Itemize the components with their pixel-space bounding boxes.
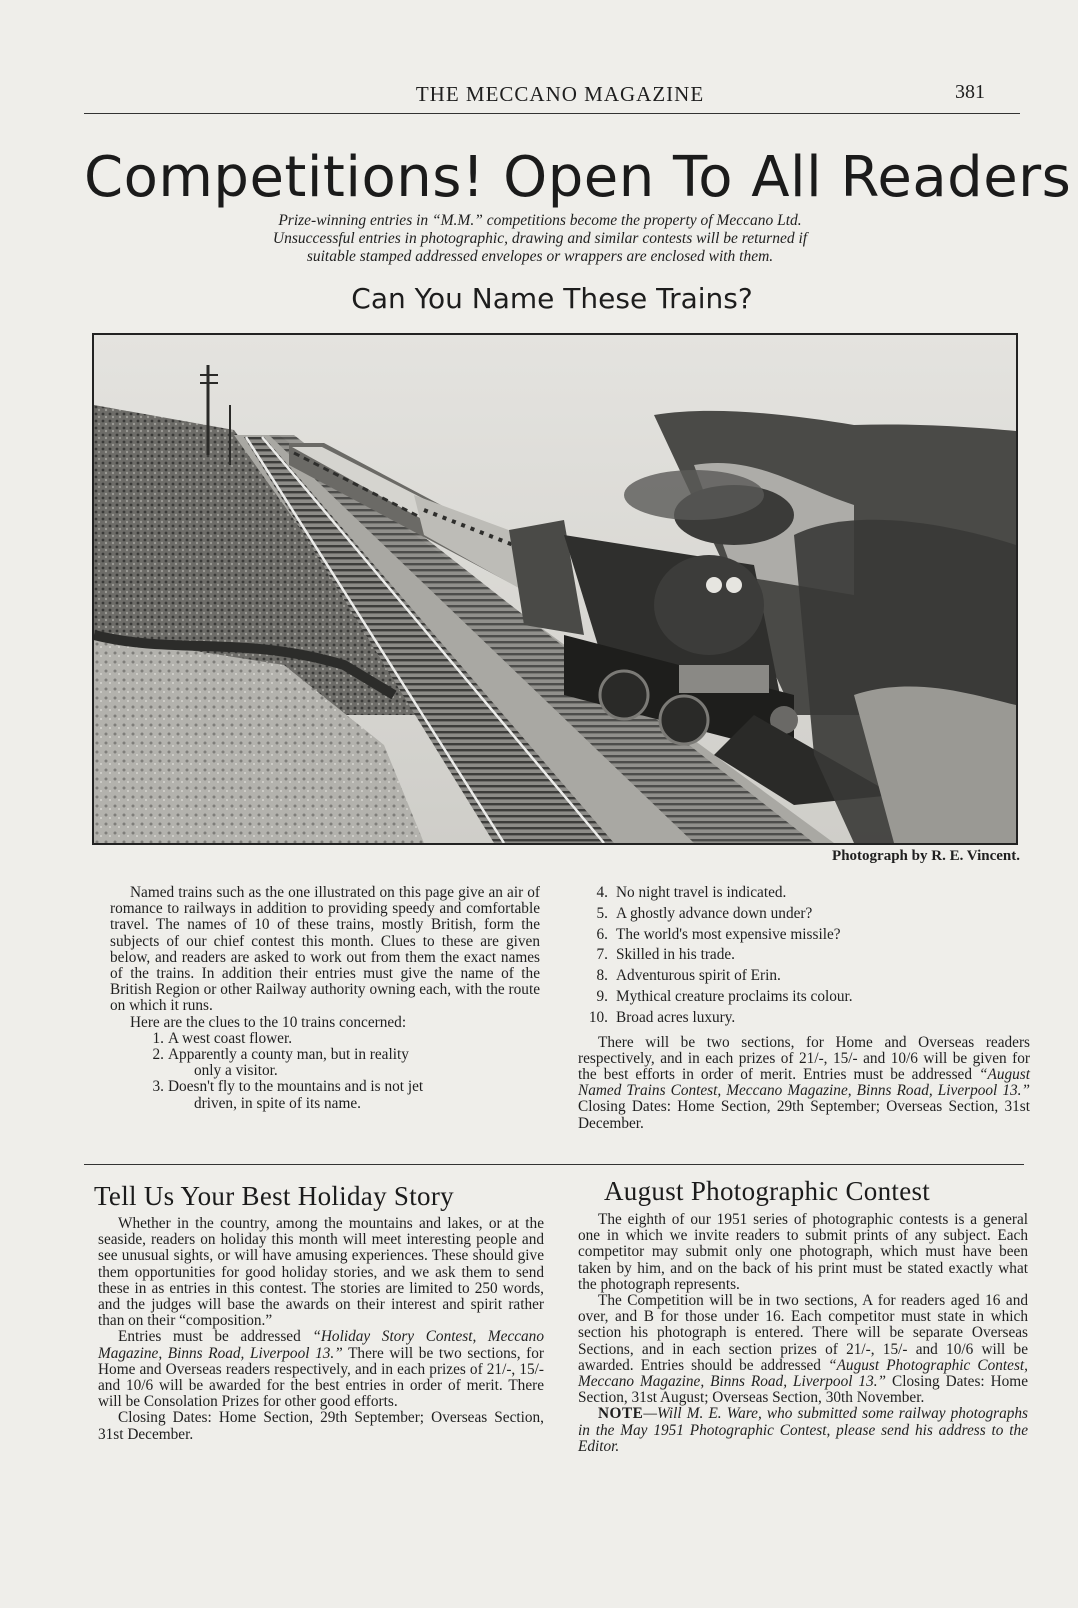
clue-number: 10. bbox=[588, 1008, 608, 1026]
clues-intro: Here are the clues to the 10 trains concerned: bbox=[130, 1013, 407, 1031]
page-title: Competitions! Open To All Readers bbox=[84, 145, 1072, 210]
trains-contest-body: Named trains such as the one illustrated on this page give an air of romance to railways in addition to providing speedy and comfortable travel. The names of 10 of these trains, mostly British, form the subjects of our chief contest this month. Clues to these are given below, and readers are asked to work out from them the exact names of the trains. In addition their entries must give the name of the British Region or other Railway authority owning each, with the route on which it runs. bbox=[110, 884, 540, 1015]
train-photograph bbox=[92, 333, 1018, 845]
clue-number: 3. bbox=[152, 1078, 164, 1096]
running-head: THE MECCANO MAGAZINE bbox=[415, 82, 705, 106]
entry-address: “August Named Trains Contest, Meccano Magazine, Binns Road, Liverpool 13.” bbox=[578, 1065, 1030, 1100]
clue-number: 6. bbox=[596, 925, 608, 943]
intro-line: Prize-winning entries in “M.M.” competitions become the property of Meccano Ltd. bbox=[278, 212, 802, 229]
clue-item bbox=[578, 925, 1030, 946]
clue-number: 1. bbox=[152, 1029, 164, 1047]
clue-item bbox=[134, 1079, 540, 1111]
clue-item bbox=[134, 1047, 540, 1079]
photo-contest-para bbox=[578, 1293, 1028, 1406]
clue-list-right bbox=[578, 883, 1030, 1029]
clue-number: 7. bbox=[596, 946, 608, 964]
clue-text: A west coast flower. bbox=[168, 1029, 293, 1047]
trains-contest-left-column bbox=[110, 885, 540, 1112]
holiday-story-column bbox=[98, 1216, 544, 1443]
para-text: The Competition will be in two sections, A for readers aged 16 and over, and B for those under 16. Each competitor must state in which section his photograph is entered. There will be separate Overseas Sections, and in each section prizes of 21/-, 15/- and 10/6 will be awarded. Entries should be addressed bbox=[578, 1292, 1028, 1374]
section-divider bbox=[84, 1164, 1024, 1165]
train-photo-illustration bbox=[94, 335, 1016, 843]
clue-number: 9. bbox=[596, 987, 608, 1005]
para-text: Entries must be addressed bbox=[118, 1328, 313, 1346]
clue-item bbox=[578, 966, 1030, 987]
header-rule bbox=[84, 113, 1020, 114]
photo-credit: Photograph by R. E. Vincent. bbox=[832, 848, 1020, 864]
clue-item bbox=[578, 987, 1030, 1008]
clue-number: 8. bbox=[596, 967, 608, 985]
clue-text: The world's most expensive missile? bbox=[616, 925, 841, 943]
entry-address: “August Photographic Contest, Meccano Magazine, Binns Road, Liverpool 13.” bbox=[578, 1356, 1028, 1391]
sections-text: There will be two sections, for Home and Overseas readers respectively, and in each prizes of 21/-, 15/- and 10/6 will be given for the best efforts in order of merit. Entries must be addressed bbox=[578, 1033, 1030, 1083]
page-number: 381 bbox=[955, 81, 985, 103]
holiday-story-closing: Closing Dates: Home Section, 29th September; Overseas Section, 31st December. bbox=[98, 1409, 544, 1443]
holiday-story-heading: Tell Us Your Best Holiday Story bbox=[94, 1181, 454, 1211]
intro-line: Unsuccessful entries in photographic, drawing and similar contests will be returned if bbox=[272, 230, 808, 247]
clue-text: Mythical creature proclaims its colour. bbox=[616, 987, 853, 1005]
intro-line: suitable stamped addressed envelopes or wrappers are enclosed with them. bbox=[306, 248, 774, 265]
closing-dates: Closing Dates: Home Section, 31st August; Overseas Section, 30th November. bbox=[578, 1373, 1028, 1407]
photo-contest-heading: August Photographic Contest bbox=[604, 1176, 931, 1206]
clue-continuation: only a visitor. bbox=[194, 1062, 278, 1080]
para-text: There will be two sections, for Home and Overseas readers respectively, and in each prizes of 21/-, 15/- and 10/6 will be awarded for the best entries in order of merit. There will be Consolation Prizes for other good efforts. bbox=[98, 1344, 544, 1411]
clue-list-left bbox=[134, 1031, 540, 1112]
clue-text: Skilled in his trade. bbox=[616, 946, 735, 964]
photo-contest-para: The eighth of our 1951 series of photographic contests is a general one in which we invite readers to submit prints of any subject. Each competitor may submit only one photograph, which must have been taken by him, and on the back of his print must be stated exactly what the photograph represents. bbox=[578, 1211, 1028, 1293]
note-label: NOTE bbox=[598, 1405, 644, 1423]
clue-text: Broad acres luxury. bbox=[616, 1008, 736, 1026]
clue-item bbox=[578, 1008, 1030, 1029]
holiday-story-para bbox=[98, 1329, 544, 1410]
clue-text: A ghostly advance down under? bbox=[616, 904, 813, 922]
photo-contest-note bbox=[578, 1406, 1028, 1455]
clue-text: No night travel is indicated. bbox=[616, 884, 787, 901]
clue-item bbox=[578, 883, 1030, 904]
clue-number: 4. bbox=[596, 884, 608, 901]
trains-contest-sections bbox=[578, 1035, 1030, 1132]
clue-item bbox=[134, 1031, 540, 1047]
clue-text: Apparently a county man, but in reality bbox=[168, 1046, 409, 1064]
clue-continuation: driven, in spite of its name. bbox=[194, 1094, 361, 1112]
trains-contest-heading: Can You Name These Trains? bbox=[351, 282, 753, 315]
closing-dates: Closing Dates: Home Section, 29th September; Overseas Section, 31st December. bbox=[578, 1098, 1030, 1132]
holiday-story-para: Whether in the country, among the mountains and lakes, or at the seaside, readers on holiday this month will meet interesting people and see unusual sights, or will have amusing experiences. These should give them opportunities for good holiday stories, and we ask them to send these in as entries in this contest. The stories are limited to 250 words, and the judges will base the awards on their interest and spirit rather than on their “composition.” bbox=[98, 1215, 544, 1330]
photo-contest-column bbox=[578, 1212, 1028, 1455]
entry-address: “Holiday Story Contest, Meccano Magazine, Binns Road, Liverpool 13.” bbox=[98, 1328, 544, 1362]
intro-notice bbox=[180, 212, 900, 266]
trains-contest-right-column bbox=[578, 883, 1030, 1132]
clue-item bbox=[578, 904, 1030, 925]
clue-number: 5. bbox=[596, 904, 608, 922]
note-text: —Will M. E. Ware, who submitted some railway photographs in the May 1951 Photographic Contest, please send his address to the Editor. bbox=[578, 1405, 1028, 1455]
clue-text: Adventurous spirit of Erin. bbox=[616, 967, 781, 985]
clue-number: 2. bbox=[152, 1046, 164, 1064]
clue-text: Doesn't fly to the mountains and is not jet bbox=[168, 1078, 424, 1096]
clue-item bbox=[578, 945, 1030, 966]
